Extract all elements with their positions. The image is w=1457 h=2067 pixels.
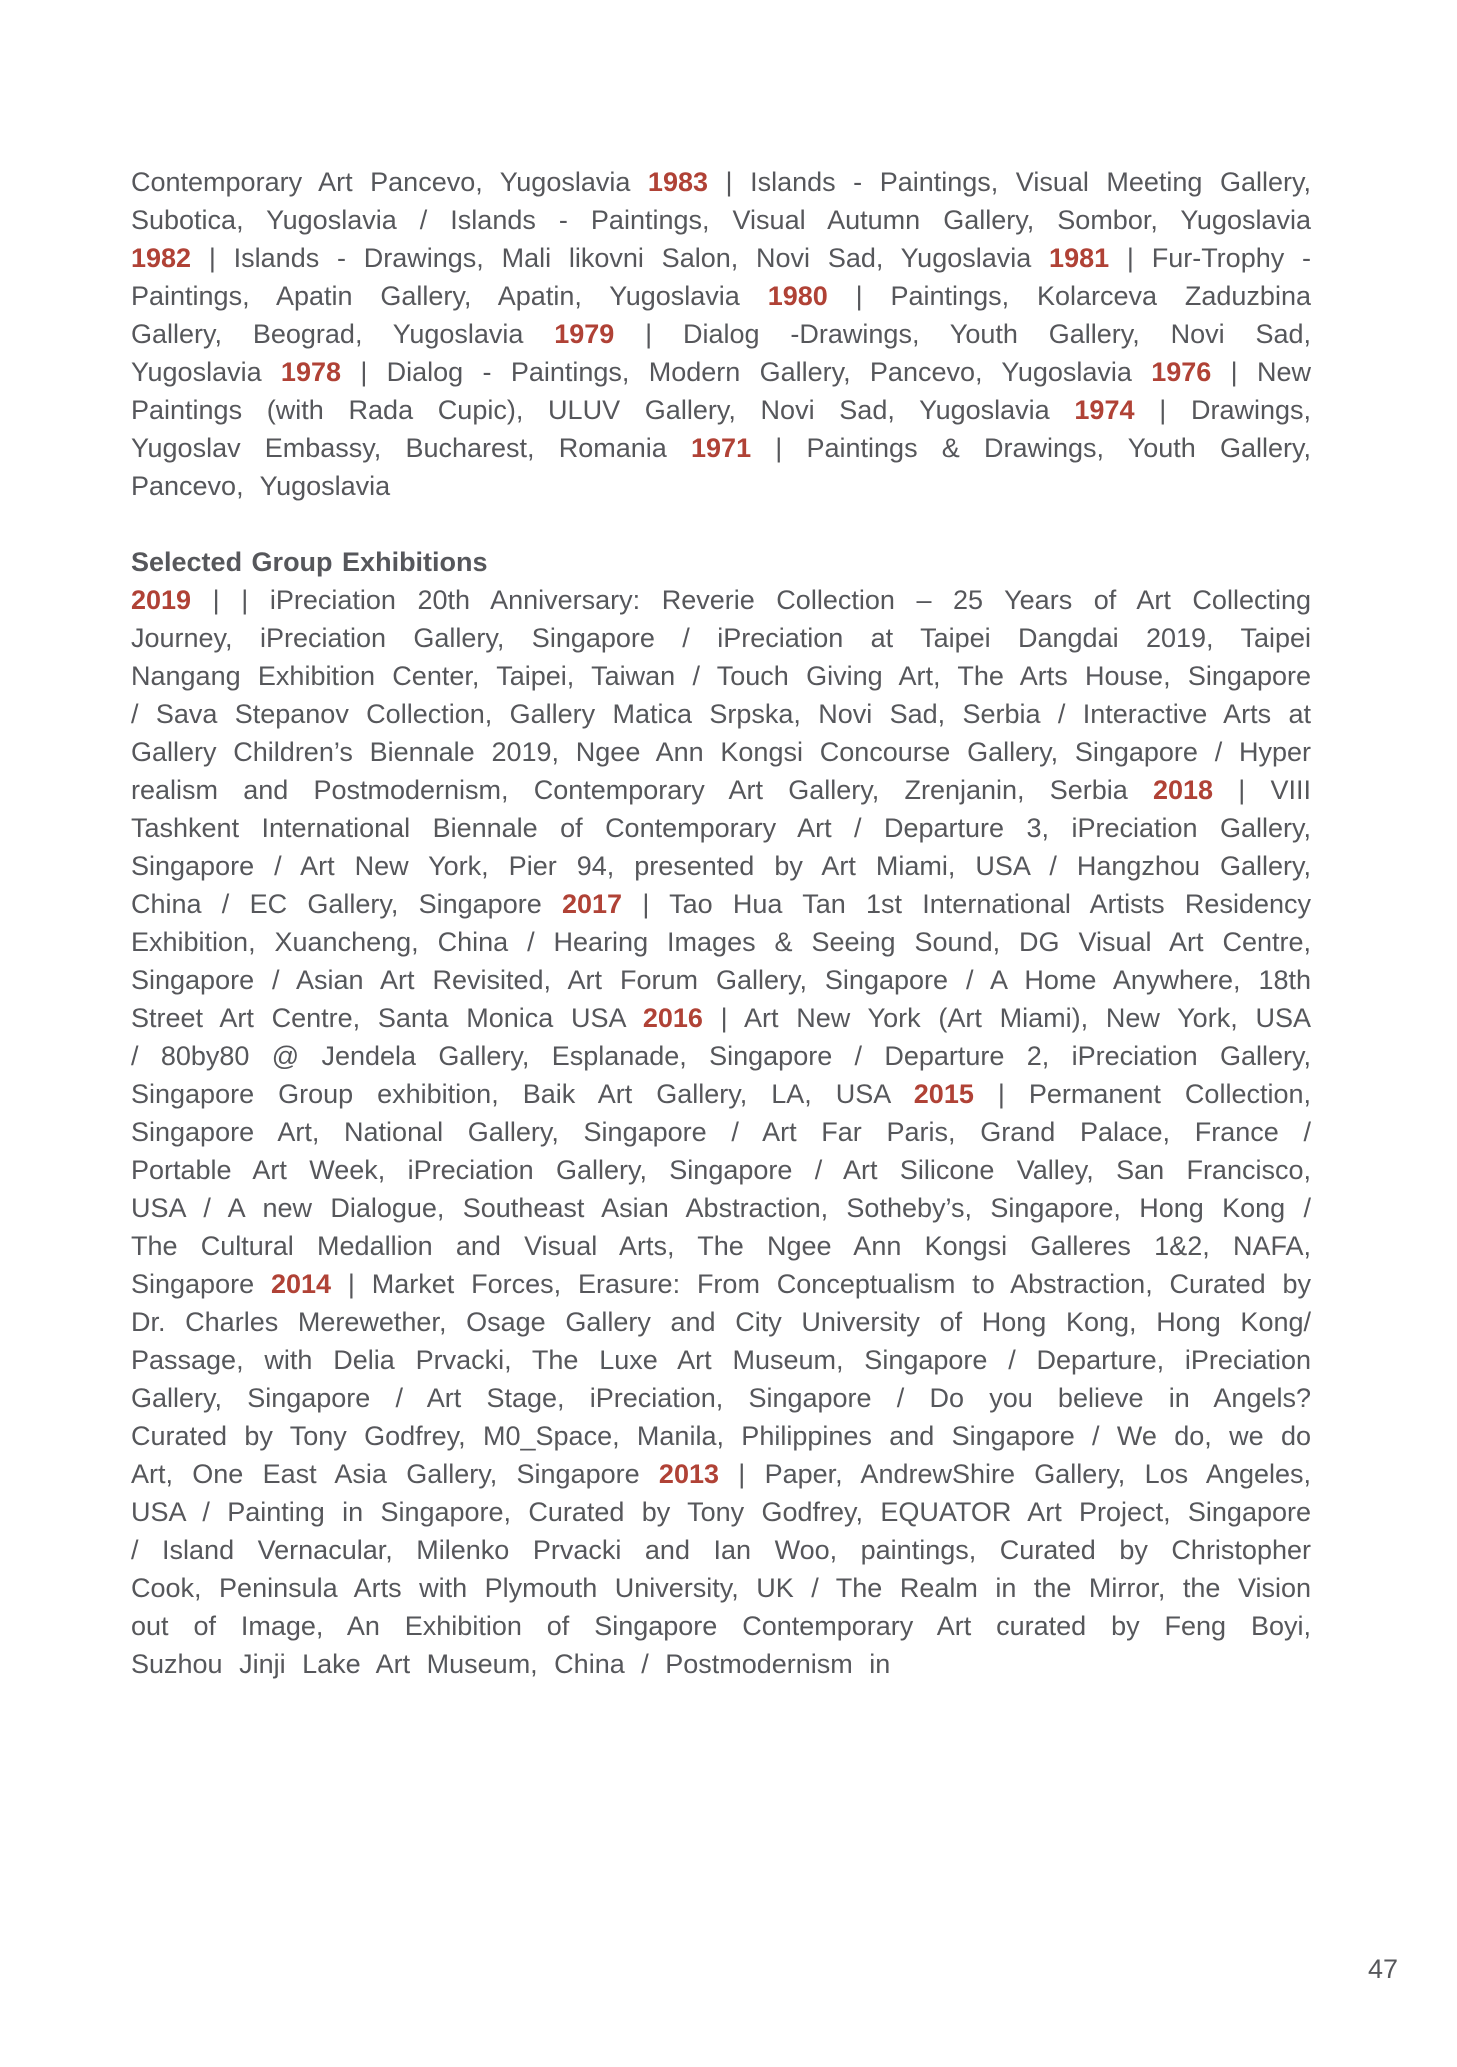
body-text-segment: | | iPreciation 20th Anniversary: Reverie Collection – 25 Years of Art Collecting Journey, iPreciation Gallery, Singapore / iPreciation at Taipei Dangdai 2019, Taipei Nangang Exhibition Center, Taipei, Taiwan / Touch Giving Art, The Arts House, Singapore / Sava Stepanov Collection, Gallery Matica Srpska, Novi Sad, Serbia / Interactive Arts at Gallery Children’s Biennale 2019, Ngee Ann Kongsi Concourse Gallery, Singapore / Hyper realism and Postmodernism, Contemporary Art Gallery, Zrenjanin, Serbia: [131, 585, 1311, 805]
text-column: [131, 163, 1311, 1683]
year-highlight: 1982: [131, 243, 192, 273]
year-highlight: 1974: [1074, 395, 1135, 425]
body-text-segment: | Tao Hua Tan 1st International Artists Residency Exhibition, Xuancheng, China / Hearing Images & Seeing Sound, DG Visual Art Centre, Singapore / Asian Art Revisited, Art Forum Gallery, Singapore / A Home Anywhere, 18th Street Art Centre, Santa Monica USA: [131, 889, 1311, 1033]
page-number: 47: [1368, 1954, 1399, 1984]
year-highlight: 2018: [1152, 775, 1214, 805]
year-highlight: 1979: [554, 319, 615, 349]
body-text-segment: | Islands - Drawings, Mali likovni Salon, Novi Sad, Yugoslavia: [191, 243, 1050, 273]
year-highlight: 2015: [913, 1079, 974, 1109]
body-text-segment: | Paper, AndrewShire Gallery, Los Angeles, USA / Painting in Singapore, Curated by Tony Godfrey, EQUATOR Art Project, Singapore / Island Vernacular, Milenko Prvacki and Ian Woo, paintings, Curated by Christopher Cook, Peninsula Arts with Plymouth University, UK / The Realm in the Mirror, the Vision out of Image, An Exhibition of Singapore Contemporary Art curated by Feng Boyi, Suzhou Jinji Lake Art Museum, China / Postmodernism in: [131, 1459, 1311, 1679]
group-exhibitions-heading: Selected Group Exhibitions: [131, 547, 488, 577]
year-highlight: 2016: [642, 1003, 703, 1033]
group-exhibitions-paragraph: [131, 581, 1311, 1683]
year-highlight: 1980: [767, 281, 828, 311]
body-text-segment: | Market Forces, Erasure: From Conceptualism to Abstraction, Curated by Dr. Charles Merewether, Osage Gallery and City University of Hong Kong, Hong Kong/ Passage, with Delia Prvacki, The Luxe Art Museum, Singapore / Departure, iPreciation Gallery, Singapore / Art Stage, iPreciation, Singapore / Do you believe in Angels? Curated by Tony Godfrey, M0_Space, Manila, Philippines and Singapore / We do, we do Art, One East Asia Gallery, Singapore: [131, 1269, 1311, 1489]
body-text-segment: | Drawings, Yugoslav Embassy, Bucharest, Romania: [131, 395, 1311, 463]
body-text-segment: | Dialog - Paintings, Modern Gallery, Pancevo, Yugoslavia: [341, 357, 1152, 387]
solo-exhibitions-paragraph: [131, 163, 1311, 505]
year-highlight: 1978: [280, 357, 341, 387]
year-highlight: 2019: [131, 585, 192, 615]
body-text-segment: | Dialog -Drawings, Youth Gallery, Novi Sad, Yugoslavia: [131, 319, 1311, 387]
body-text-segment: Contemporary Art Pancevo, Yugoslavia: [131, 167, 648, 197]
year-highlight: 1976: [1151, 357, 1212, 387]
body-text-segment: | Permanent Collection, Singapore Art, National Gallery, Singapore / Art Far Paris, Grand Palace, France / Portable Art Week, iPreciation Gallery, Singapore / Art Silicone Valley, San Francisco, USA / A new Dialogue, Southeast Asian Abstraction, Sotheby’s, Singapore, Hong Kong / The Cultural Medallion and Visual Arts, The Ngee Ann Kongsi Galleres 1&2, NAFA, Singapore: [131, 1079, 1311, 1299]
body-text-segment: | New Paintings (with Rada Cupic), ULUV Gallery, Novi Sad, Yugoslavia: [131, 357, 1311, 425]
body-text-segment: | Art New York (Art Miami), New York, USA / 80by80 @ Jendela Gallery, Esplanade, Singapore / Departure 2, iPreciation Gallery, Singapore Group exhibition, Baik Art Gallery, LA, USA: [131, 1003, 1311, 1109]
body-text-segment: | Paintings, Kolarceva Zaduzbina Gallery, Beograd, Yugoslavia: [131, 281, 1311, 349]
body-text-segment: | Islands - Paintings, Visual Meeting Gallery, Subotica, Yugoslavia / Islands - Paintings, Visual Autumn Gallery, Sombor, Yugoslavia: [131, 167, 1312, 235]
year-highlight: 2013: [658, 1459, 719, 1489]
year-highlight: 1983: [647, 167, 708, 197]
body-text-segment: | VIII Tashkent International Biennale of Contemporary Art / Departure 3, iPreciation Gallery, Singapore / Art New York, Pier 94, presented by Art Miami, USA / Hangzhou Gallery, China / EC Gallery, Singapore: [131, 775, 1311, 919]
body-text-segment: | Paintings & Drawings, Youth Gallery, Pancevo, Yugoslavia: [131, 433, 1311, 501]
body-text-segment: | Fur-Trophy - Paintings, Apatin Gallery, Apatin, Yugoslavia: [131, 243, 1311, 311]
year-highlight: 2017: [561, 889, 623, 919]
year-highlight: 1981: [1049, 243, 1110, 273]
year-highlight: 2014: [270, 1269, 332, 1299]
year-highlight: 1971: [691, 433, 752, 463]
